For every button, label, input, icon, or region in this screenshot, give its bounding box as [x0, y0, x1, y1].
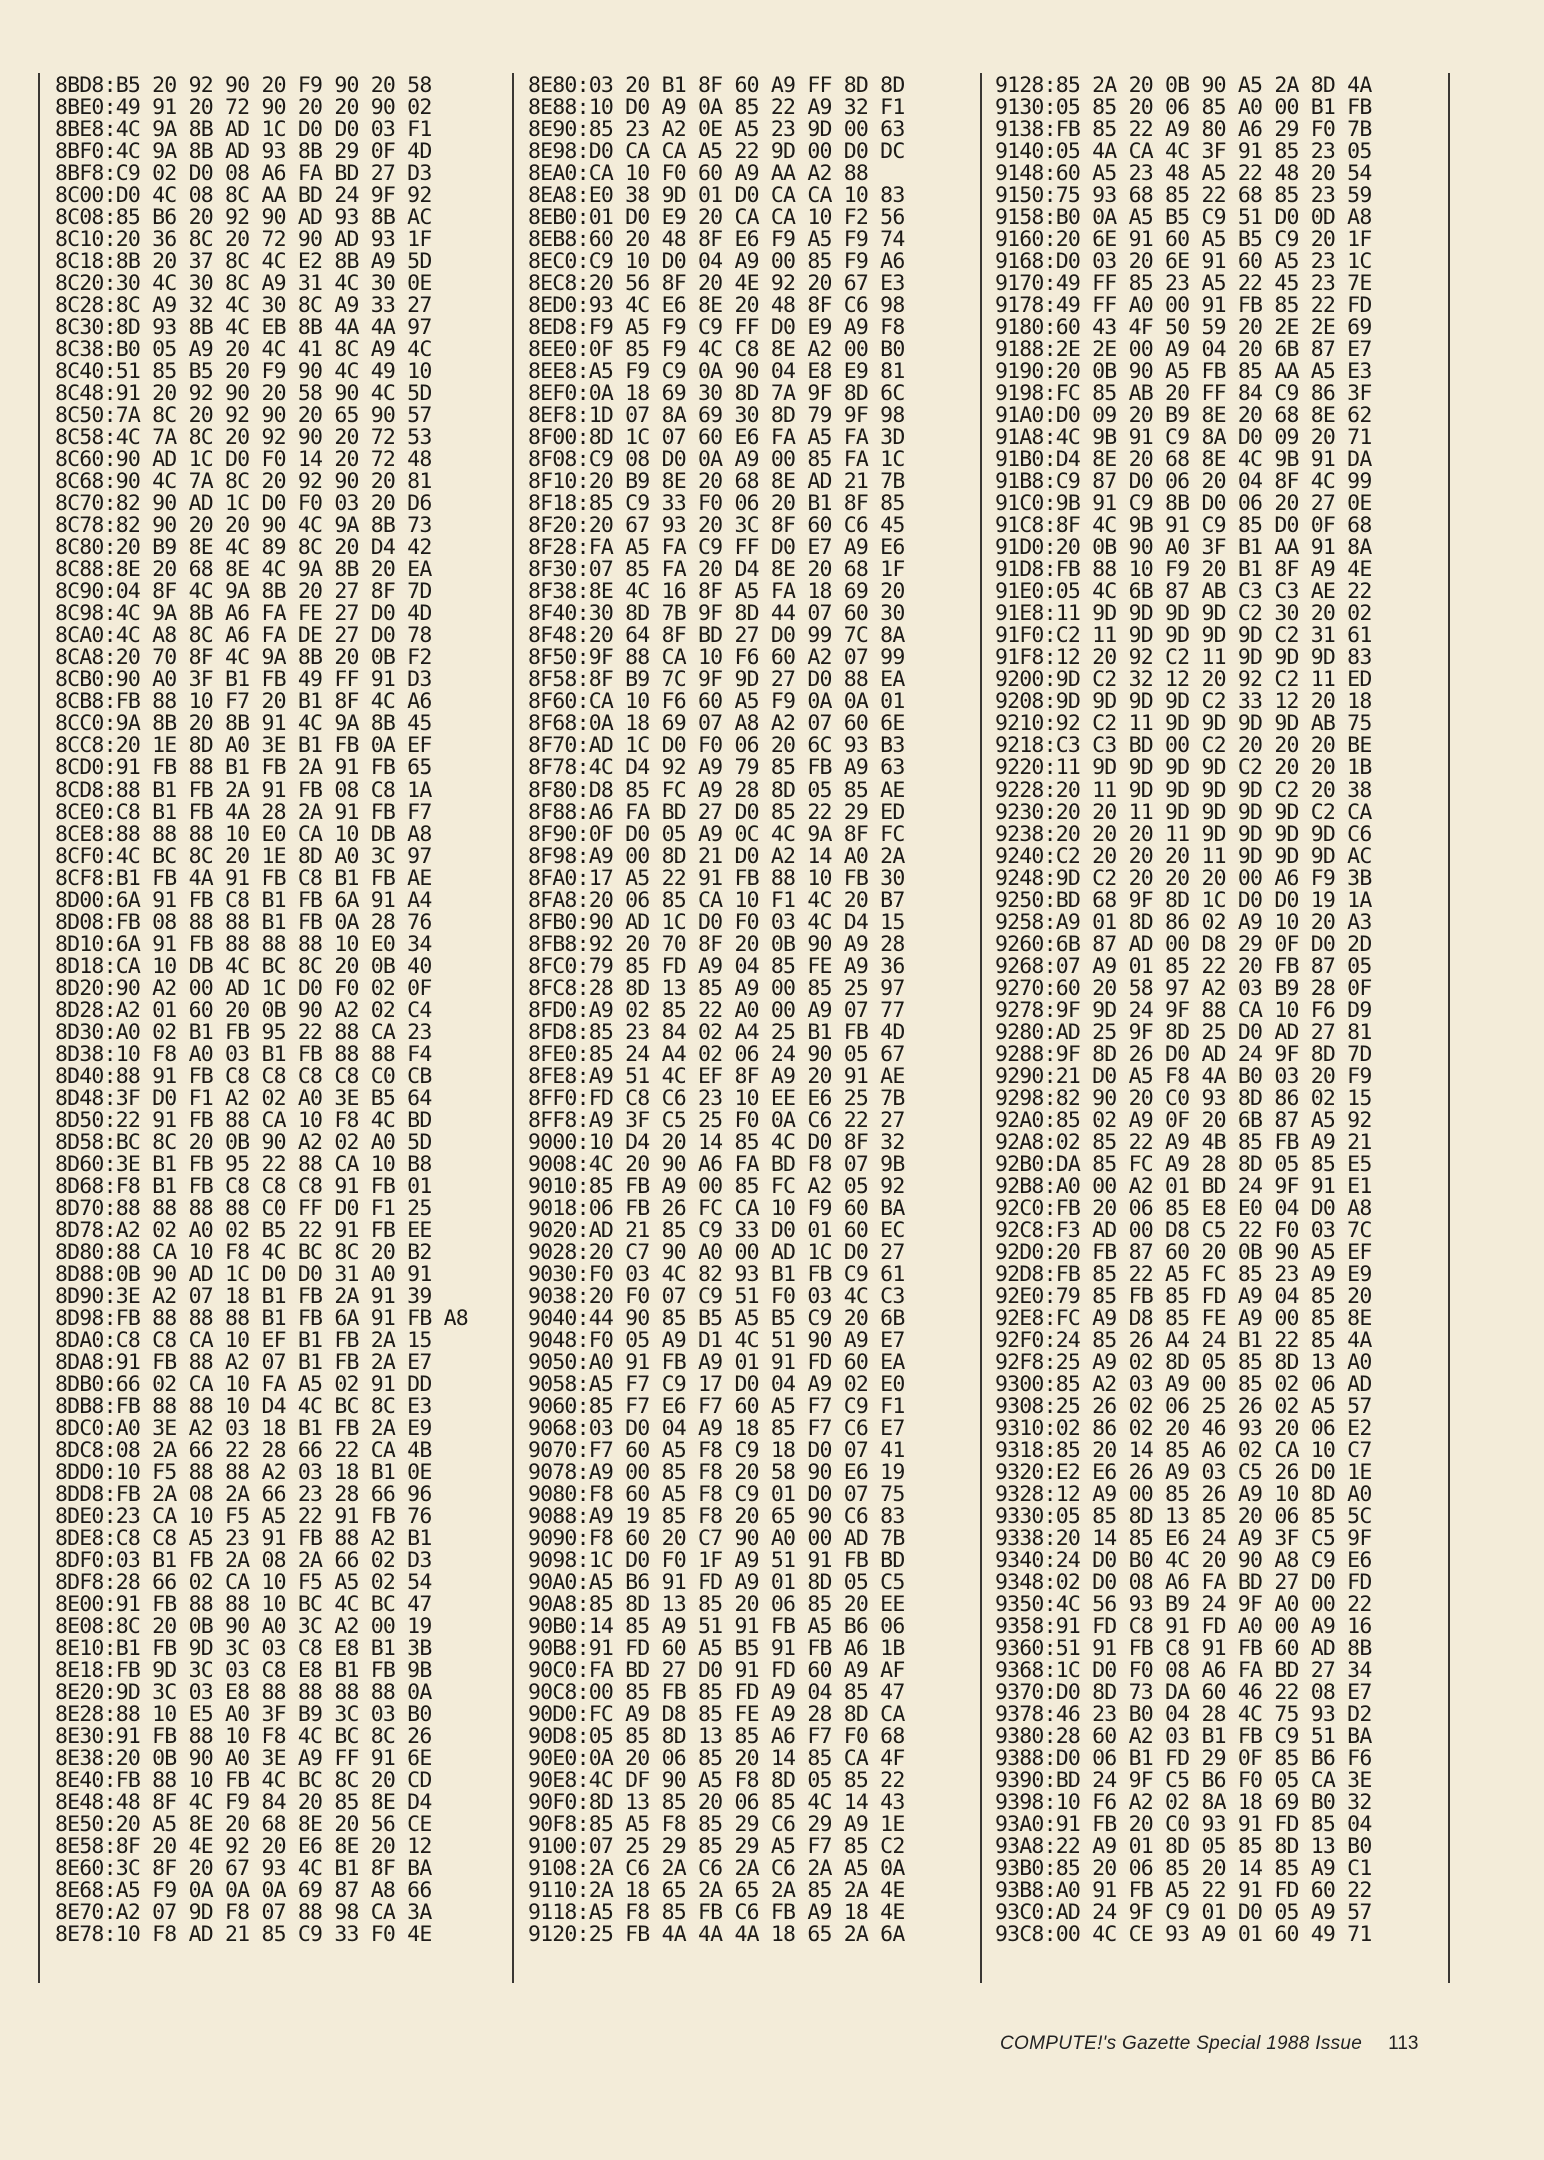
listing-line: 92F8:25 A9 02 8D 05 85 8D 13 A0: [995, 1349, 1372, 1375]
listing-line: 9148:60 A5 23 48 A5 22 48 20 54: [995, 161, 1372, 187]
listing-line: 8FE0:85 24 A4 02 06 24 90 05 67: [528, 1041, 905, 1067]
listing-line: 8E30:91 FB 88 10 F8 4C BC 8C 26: [55, 1724, 432, 1750]
listing-line: 9140:05 4A CA 4C 3F 91 85 23 05: [995, 139, 1372, 165]
listing-line: 8D70:88 88 88 88 C0 FF D0 F1 25: [55, 1195, 432, 1221]
column-divider-2: [980, 73, 982, 1983]
listing-line: 8FA8:20 06 85 CA 10 F1 4C 20 B7: [528, 887, 905, 913]
listing-line: 92B8:A0 00 A2 01 BD 24 9F 91 E1: [995, 1173, 1372, 1199]
listing-line: 9278:9F 9D 24 9F 88 CA 10 F6 D9: [995, 997, 1372, 1023]
listing-line: 8E60:3C 8F 20 67 93 4C B1 8F BA: [55, 1856, 432, 1882]
listing-line: 9280:AD 25 9F 8D 25 D0 AD 27 81: [995, 1019, 1372, 1045]
listing-line: 8BF8:C9 02 D0 08 A6 FA BD 27 D3: [55, 161, 432, 187]
listing-line: 93B8:A0 91 FB A5 22 91 FD 60 22: [995, 1878, 1372, 1904]
publication-title: COMPUTE!'s Gazette Special 1988 Issue: [1000, 2033, 1363, 2054]
listing-line: 9318:85 20 14 85 A6 02 CA 10 C7: [995, 1437, 1372, 1463]
listing-line: 9228:20 11 9D 9D 9D 9D C2 20 38: [995, 777, 1372, 803]
listing-line: 9078:A9 00 85 F8 20 58 90 E6 19: [528, 1459, 905, 1485]
listing-line: 8D40:88 91 FB C8 C8 C8 C8 C0 CB: [55, 1063, 432, 1089]
listing-line: 8D60:3E B1 FB 95 22 88 CA 10 B8: [55, 1151, 432, 1177]
listing-line: 90D0:FC A9 D8 85 FE A9 28 8D CA: [528, 1702, 905, 1728]
listing-line: 8BE0:49 91 20 72 90 20 20 90 02: [55, 95, 432, 121]
listing-line: 9240:C2 20 20 20 11 9D 9D 9D AC: [995, 843, 1372, 869]
listing-line: 8F88:A6 FA BD 27 D0 85 22 29 ED: [528, 799, 905, 825]
listing-line: 91E8:11 9D 9D 9D 9D C2 30 20 02: [995, 601, 1372, 627]
listing-line: 8F68:0A 18 69 07 A8 A2 07 60 6E: [528, 711, 905, 737]
listing-line: 8D80:88 CA 10 F8 4C BC 8C 20 B2: [55, 1239, 432, 1265]
listing-line: 8BD8:B5 20 92 90 20 F9 90 20 58: [55, 73, 432, 98]
listing-line: 92D0:20 FB 87 60 20 0B 90 A5 EF: [995, 1239, 1372, 1265]
listing-line: 92E0:79 85 FB 85 FD A9 04 85 20: [995, 1283, 1372, 1309]
listing-line: 8FA0:17 A5 22 91 FB 88 10 FB 30: [528, 865, 905, 891]
listing-line: 9060:85 F7 E6 F7 60 A5 F7 C9 F1: [528, 1393, 905, 1419]
listing-line: 93C0:AD 24 9F C9 01 D0 05 A9 57: [995, 1900, 1372, 1926]
listing-line: 92A0:85 02 A9 0F 20 6B 87 A5 92: [995, 1107, 1372, 1133]
listing-line: 9368:1C D0 F0 08 A6 FA BD 27 34: [995, 1658, 1372, 1684]
page-footer: [1000, 2033, 1418, 2055]
listing-line: 8FD8:85 23 84 02 A4 25 B1 FB 4D: [528, 1019, 905, 1045]
listing-line: 8DA0:C8 C8 CA 10 EF B1 FB 2A 15: [55, 1327, 432, 1353]
listing-line: 92B0:DA 85 FC A9 28 8D 05 85 E5: [995, 1151, 1372, 1177]
listing-line: 8D68:F8 B1 FB C8 C8 C8 91 FB 01: [55, 1173, 432, 1199]
listing-line: 91D0:20 0B 90 A0 3F B1 AA 91 8A: [995, 535, 1372, 561]
listing-line: 8CD8:88 B1 FB 2A 91 FB 08 C8 1A: [55, 777, 432, 803]
page-number: 113: [1388, 2033, 1419, 2054]
listing-line: 8CE8:88 88 88 10 E0 CA 10 DB A8: [55, 821, 432, 847]
listing-line: 9390:BD 24 9F C5 B6 F0 05 CA 3E: [995, 1768, 1372, 1794]
listing-line: 8C78:82 90 20 20 90 4C 9A 8B 73: [55, 513, 432, 539]
listing-line: 8E98:D0 CA CA A5 22 9D 00 D0 DC: [528, 139, 905, 165]
listing-line: 8C60:90 AD 1C D0 F0 14 20 72 48: [55, 447, 432, 473]
listing-line: 8E28:88 10 E5 A0 3F B9 3C 03 B0: [55, 1702, 432, 1728]
listing-line: 9020:AD 21 85 C9 33 D0 01 60 EC: [528, 1217, 905, 1243]
listing-line: 8CB8:FB 88 10 F7 20 B1 8F 4C A6: [55, 689, 432, 715]
listing-line: 8CF8:B1 FB 4A 91 FB C8 B1 FB AE: [55, 865, 432, 891]
listing-line: 9048:F0 05 A9 D1 4C 51 90 A9 E7: [528, 1327, 905, 1353]
listing-line: 9088:A9 19 85 F8 20 65 90 C6 83: [528, 1504, 905, 1530]
listing-line: 90D8:05 85 8D 13 85 A6 F7 F0 68: [528, 1724, 905, 1750]
listing-line: 9120:25 FB 4A 4A 4A 18 65 2A 6A: [528, 1922, 905, 1948]
listing-line: 8F98:A9 00 8D 21 D0 A2 14 A0 2A: [528, 843, 905, 869]
listing-line: 93B0:85 20 06 85 20 14 85 A9 C1: [995, 1856, 1372, 1882]
listing-line: 9340:24 D0 B0 4C 20 90 A8 C9 E6: [995, 1548, 1372, 1574]
listing-line: 8D98:FB 88 88 88 B1 FB 6A 91 FB A8: [55, 1305, 468, 1331]
listing-line: 8FB0:90 AD 1C D0 F0 03 4C D4 15: [528, 909, 905, 935]
listing-line: 9320:E2 E6 26 A9 03 C5 26 D0 1E: [995, 1459, 1372, 1485]
listing-line: 8F48:20 64 8F BD 27 D0 99 7C 8A: [528, 623, 905, 649]
listing-line: 8F20:20 67 93 20 3C 8F 60 C6 45: [528, 513, 905, 539]
listing-line: 8DD0:10 F5 88 88 A2 03 18 B1 0E: [55, 1459, 432, 1485]
listing-line: 8DC0:A0 3E A2 03 18 B1 FB 2A E9: [55, 1415, 432, 1441]
listing-line: 8E70:A2 07 9D F8 07 88 98 CA 3A: [55, 1900, 432, 1926]
listing-line: 90A8:85 8D 13 85 20 06 85 20 EE: [528, 1592, 905, 1618]
listing-line: 91C8:8F 4C 9B 91 C9 85 D0 0F 68: [995, 513, 1372, 539]
listing-line: 8E50:20 A5 8E 20 68 8E 20 56 CE: [55, 1812, 432, 1838]
listing-line: 8D90:3E A2 07 18 B1 FB 2A 91 39: [55, 1283, 432, 1309]
listing-line: 8D10:6A 91 FB 88 88 88 10 E0 34: [55, 931, 432, 957]
listing-line: 91C0:9B 91 C9 8B D0 06 20 27 0E: [995, 491, 1372, 517]
listing-line: 93C8:00 4C CE 93 A9 01 60 49 71: [995, 1922, 1372, 1948]
listing-line: 9238:20 20 20 11 9D 9D 9D 9D C6: [995, 821, 1372, 847]
listing-line: 8BF0:4C 9A 8B AD 93 8B 29 0F 4D: [55, 139, 432, 165]
listing-line: 8F60:CA 10 F6 60 A5 F9 0A 0A 01: [528, 689, 905, 715]
listing-line: 9050:A0 91 FB A9 01 91 FD 60 EA: [528, 1349, 905, 1375]
listing-line: 8E20:9D 3C 03 E8 88 88 88 88 0A: [55, 1680, 432, 1706]
listing-line: 9168:D0 03 20 6E 91 60 A5 23 1C: [995, 249, 1372, 275]
listing-line: 8D20:90 A2 00 AD 1C D0 F0 02 0F: [55, 975, 432, 1001]
listing-line: 8CA8:20 70 8F 4C 9A 8B 20 0B F2: [55, 645, 432, 671]
listing-line: 91B8:C9 87 D0 06 20 04 8F 4C 99: [995, 469, 1372, 495]
listing-line: 8D18:CA 10 DB 4C BC 8C 20 0B 40: [55, 953, 432, 979]
listing-line: 8F90:0F D0 05 A9 0C 4C 9A 8F FC: [528, 821, 905, 847]
listing-line: 9218:C3 C3 BD 00 C2 20 20 20 BE: [995, 733, 1372, 759]
listing-line: 90B8:91 FD 60 A5 B5 91 FB A6 1B: [528, 1636, 905, 1662]
listing-line: 8FE8:A9 51 4C EF 8F A9 20 91 AE: [528, 1063, 905, 1089]
listing-line: 9150:75 93 68 85 22 68 85 23 59: [995, 183, 1372, 209]
listing-line: 9000:10 D4 20 14 85 4C D0 8F 32: [528, 1129, 905, 1155]
listing-line: 8F00:8D 1C 07 60 E6 FA A5 FA 3D: [528, 425, 905, 451]
listing-line: 8DD8:FB 2A 08 2A 66 23 28 66 96: [55, 1482, 432, 1507]
listing-line: 8C30:8D 93 8B 4C EB 8B 4A 4A 97: [55, 315, 432, 341]
listing-line: 8E38:20 0B 90 A0 3E A9 FF 91 6E: [55, 1746, 432, 1772]
listing-line: 8C10:20 36 8C 20 72 90 AD 93 1F: [55, 227, 432, 253]
listing-line: 8DF8:28 66 02 CA 10 F5 A5 02 54: [55, 1570, 432, 1596]
listing-line: 8C90:04 8F 4C 9A 8B 20 27 8F 7D: [55, 579, 432, 605]
listing-line: 8D08:FB 08 88 88 B1 FB 0A 28 76: [55, 909, 432, 935]
listing-line: 8F40:30 8D 7B 9F 8D 44 07 60 30: [528, 601, 905, 627]
listing-line: 8CD0:91 FB 88 B1 FB 2A 91 FB 65: [55, 755, 432, 781]
listing-line: 8C18:8B 20 37 8C 4C E2 8B A9 5D: [55, 249, 432, 275]
listing-line: 8FF8:A9 3F C5 25 F0 0A C6 22 27: [528, 1107, 905, 1133]
listing-line: 8E00:91 FB 88 88 10 BC 4C BC 47: [55, 1592, 432, 1618]
listing-line: 9380:28 60 A2 03 B1 FB C9 51 BA: [995, 1724, 1372, 1750]
listing-line: 8D78:A2 02 A0 02 B5 22 91 FB EE: [55, 1217, 432, 1243]
listing-line: 90A0:A5 B6 91 FD A9 01 8D 05 C5: [528, 1570, 905, 1596]
listing-line: 8C38:B0 05 A9 20 4C 41 8C A9 4C: [55, 337, 432, 363]
listing-line: 90E8:4C DF 90 A5 F8 8D 05 85 22: [528, 1768, 905, 1794]
listing-line: 9208:9D 9D 9D 9D C2 33 12 20 18: [995, 689, 1372, 715]
listing-line: 8F50:9F 88 CA 10 F6 60 A2 07 99: [528, 645, 905, 671]
listing-line: 9370:D0 8D 73 DA 60 46 22 08 E7: [995, 1680, 1372, 1706]
listing-line: 9160:20 6E 91 60 A5 B5 C9 20 1F: [995, 227, 1372, 253]
listing-line: 9118:A5 F8 85 FB C6 FB A9 18 4E: [528, 1900, 905, 1926]
listing-line: 9170:49 FF 85 23 A5 22 45 23 7E: [995, 271, 1372, 297]
listing-line: 8EA0:CA 10 F0 60 A9 AA A2 88: [528, 161, 869, 187]
listing-line: 9360:51 91 FB C8 91 FB 60 AD 8B: [995, 1636, 1372, 1662]
listing-line: 92C8:F3 AD 00 D8 C5 22 F0 03 7C: [995, 1217, 1372, 1243]
listing-line: 9350:4C 56 93 B9 24 9F A0 00 22: [995, 1592, 1372, 1618]
listing-line: 9388:D0 06 B1 FD 29 0F 85 B6 F6: [995, 1746, 1372, 1772]
listing-line: 9310:02 86 02 20 46 93 20 06 E2: [995, 1415, 1372, 1441]
listing-line: 8C70:82 90 AD 1C D0 F0 03 20 D6: [55, 491, 432, 517]
listing-line: 8CF0:4C BC 8C 20 1E 8D A0 3C 97: [55, 843, 432, 869]
listing-line: 8DE0:23 CA 10 F5 A5 22 91 FB 76: [55, 1504, 432, 1530]
listing-line: 9308:25 26 02 06 25 26 02 A5 57: [995, 1393, 1372, 1419]
listing-line: 9110:2A 18 65 2A 65 2A 85 2A 4E: [528, 1878, 905, 1904]
listing-line: 8F18:85 C9 33 F0 06 20 B1 8F 85: [528, 491, 905, 517]
listing-line: 92A8:02 85 22 A9 4B 85 FB A9 21: [995, 1129, 1372, 1155]
listing-line: 8D30:A0 02 B1 FB 95 22 88 CA 23: [55, 1019, 432, 1045]
listing-line: 90C0:FA BD 27 D0 91 FD 60 A9 AF: [528, 1658, 905, 1684]
listing-column-3: [995, 75, 1371, 1946]
listing-line: 8C00:D0 4C 08 8C AA BD 24 9F 92: [55, 183, 432, 209]
listing-line: 93A0:91 FB 20 C0 93 91 FD 85 04: [995, 1812, 1372, 1838]
listing-line: 8CB0:90 A0 3F B1 FB 49 FF 91 D3: [55, 667, 432, 693]
listing-line: 91F0:C2 11 9D 9D 9D 9D C2 31 61: [995, 623, 1372, 649]
listing-line: 91B0:D4 8E 20 68 8E 4C 9B 91 DA: [995, 447, 1372, 473]
listing-line: 9108:2A C6 2A C6 2A C6 2A A5 0A: [528, 1856, 905, 1882]
listing-line: 91D8:FB 88 10 F9 20 B1 8F A9 4E: [995, 557, 1372, 583]
listing-line: 9300:85 A2 03 A9 00 85 02 06 AD: [995, 1371, 1372, 1397]
listing-line: 8DF0:03 B1 FB 2A 08 2A 66 02 D3: [55, 1548, 432, 1574]
listing-line: 9028:20 C7 90 A0 00 AD 1C D0 27: [528, 1239, 905, 1265]
listing-line: 9128:85 2A 20 0B 90 A5 2A 8D 4A: [995, 73, 1372, 98]
listing-line: 8F38:8E 4C 16 8F A5 FA 18 69 20: [528, 579, 905, 605]
listing-line: 9348:02 D0 08 A6 FA BD 27 D0 FD: [995, 1570, 1372, 1596]
listing-line: 8D50:22 91 FB 88 CA 10 F8 4C BD: [55, 1107, 432, 1133]
listing-line: 8E40:FB 88 10 FB 4C BC 8C 20 CD: [55, 1768, 432, 1794]
listing-line: 8F30:07 85 FA 20 D4 8E 20 68 1F: [528, 557, 905, 583]
listing-line: 8EC8:20 56 8F 20 4E 92 20 67 E3: [528, 271, 905, 297]
listing-line: 8F80:D8 85 FC A9 28 8D 05 85 AE: [528, 777, 905, 803]
listing-line: 9098:1C D0 F0 1F A9 51 91 FB BD: [528, 1548, 905, 1574]
listing-line: 90E0:0A 20 06 85 20 14 85 CA 4F: [528, 1746, 905, 1772]
listing-line: 8F70:AD 1C D0 F0 06 20 6C 93 B3: [528, 733, 905, 759]
listing-line: 8CC8:20 1E 8D A0 3E B1 FB 0A EF: [55, 733, 432, 759]
left-margin-rule: [38, 73, 40, 1983]
listing-line: 8DC8:08 2A 66 22 28 66 22 CA 4B: [55, 1437, 432, 1463]
listing-line: 8FD0:A9 02 85 22 A0 00 A9 07 77: [528, 997, 905, 1023]
listing-line: 8D88:0B 90 AD 1C D0 D0 31 A0 91: [55, 1261, 432, 1287]
listing-line: 9210:92 C2 11 9D 9D 9D 9D AB 75: [995, 711, 1372, 737]
listing-line: 8F58:8F B9 7C 9F 9D 27 D0 88 EA: [528, 667, 905, 693]
listing-line: 91A0:D0 09 20 B9 8E 20 68 8E 62: [995, 403, 1372, 429]
listing-line: 8E10:B1 FB 9D 3C 03 C8 E8 B1 3B: [55, 1636, 432, 1662]
listing-line: 8C48:91 20 92 90 20 58 90 4C 5D: [55, 381, 432, 407]
listing-line: 8FB8:92 20 70 8F 20 0B 90 A9 28: [528, 931, 905, 957]
listing-line: 9328:12 A9 00 85 26 A9 10 8D A0: [995, 1482, 1372, 1507]
listing-line: 9260:6B 87 AD 00 D8 29 0F D0 2D: [995, 931, 1372, 957]
listing-line: 8CA0:4C A8 8C A6 FA DE 27 D0 78: [55, 623, 432, 649]
listing-line: 9330:05 85 8D 13 85 20 06 85 5C: [995, 1504, 1372, 1530]
listing-line: 8D58:BC 8C 20 0B 90 A2 02 A0 5D: [55, 1129, 432, 1155]
listing-line: 9230:20 20 11 9D 9D 9D 9D C2 CA: [995, 799, 1372, 825]
listing-line: 8F08:C9 08 D0 0A A9 00 85 FA 1C: [528, 447, 905, 473]
listing-line: 91A8:4C 9B 91 C9 8A D0 09 20 71: [995, 425, 1372, 451]
listing-line: 9090:F8 60 20 C7 90 A0 00 AD 7B: [528, 1526, 905, 1552]
listing-line: 9010:85 FB A9 00 85 FC A2 05 92: [528, 1173, 905, 1199]
listing-line: 9258:A9 01 8D 86 02 A9 10 20 A3: [995, 909, 1372, 935]
listing-line: 8C40:51 85 B5 20 F9 90 4C 49 10: [55, 359, 432, 385]
listing-line: 91E0:05 4C 6B 87 AB C3 C3 AE 22: [995, 579, 1372, 605]
listing-line: 9030:F0 03 4C 82 93 B1 FB C9 61: [528, 1261, 905, 1287]
listing-line: 8CE0:C8 B1 FB 4A 28 2A 91 FB F7: [55, 799, 432, 825]
listing-line: 8DB8:FB 88 88 10 D4 4C BC 8C E3: [55, 1393, 432, 1419]
listing-line: 8DE8:C8 C8 A5 23 91 FB 88 A2 B1: [55, 1526, 432, 1552]
listing-line: 8EF0:0A 18 69 30 8D 7A 9F 8D 6C: [528, 381, 905, 407]
listing-line: 9040:44 90 85 B5 A5 B5 C9 20 6B: [528, 1305, 905, 1331]
listing-line: 9378:46 23 B0 04 28 4C 75 93 D2: [995, 1702, 1372, 1728]
listing-line: 8F10:20 B9 8E 20 68 8E AD 21 7B: [528, 469, 905, 495]
listing-line: 8EB0:01 D0 E9 20 CA CA 10 F2 56: [528, 205, 905, 231]
listing-line: 9058:A5 F7 C9 17 D0 04 A9 02 E0: [528, 1371, 905, 1397]
listing-line: 8EE0:0F 85 F9 4C C8 8E A2 00 B0: [528, 337, 905, 363]
listing-line: 91F8:12 20 92 C2 11 9D 9D 9D 83: [995, 645, 1372, 671]
listing-line: 9288:9F 8D 26 D0 AD 24 9F 8D 7D: [995, 1041, 1372, 1067]
listing-line: 8D00:6A 91 FB C8 B1 FB 6A 91 A4: [55, 887, 432, 913]
listing-line: 9070:F7 60 A5 F8 C9 18 D0 07 41: [528, 1437, 905, 1463]
listing-line: 92E8:FC A9 D8 85 FE A9 00 85 8E: [995, 1305, 1372, 1331]
listing-line: 8E68:A5 F9 0A 0A 0A 69 87 A8 66: [55, 1878, 432, 1904]
listing-line: 90C8:00 85 FB 85 FD A9 04 85 47: [528, 1680, 905, 1706]
listing-line: 9338:20 14 85 E6 24 A9 3F C5 9F: [995, 1526, 1372, 1552]
listing-line: 8FF0:FD C8 C6 23 10 EE E6 25 7B: [528, 1085, 905, 1111]
listing-line: 9138:FB 85 22 A9 80 A6 29 F0 7B: [995, 117, 1372, 143]
listing-line: 9178:49 FF A0 00 91 FB 85 22 FD: [995, 293, 1372, 319]
listing-line: 8C08:85 B6 20 92 90 AD 93 8B AC: [55, 205, 432, 231]
listing-line: 9158:B0 0A A5 B5 C9 51 D0 0D A8: [995, 205, 1372, 231]
listing-column-1: [55, 75, 468, 1946]
listing-line: 9358:91 FD C8 91 FD A0 00 A9 16: [995, 1614, 1372, 1640]
listing-line: 9200:9D C2 32 12 20 92 C2 11 ED: [995, 667, 1372, 693]
listing-line: 9250:BD 68 9F 8D 1C D0 D0 19 1A: [995, 887, 1372, 913]
listing-line: 9190:20 0B 90 A5 FB 85 AA A5 E3: [995, 359, 1372, 385]
listing-line: 8E80:03 20 B1 8F 60 A9 FF 8D 8D: [528, 73, 905, 98]
listing-line: 8E90:85 23 A2 0E A5 23 9D 00 63: [528, 117, 905, 143]
listing-line: 90F8:85 A5 F8 85 29 C6 29 A9 1E: [528, 1812, 905, 1838]
listing-line: 90F0:8D 13 85 20 06 85 4C 14 43: [528, 1790, 905, 1816]
listing-line: 92F0:24 85 26 A4 24 B1 22 85 4A: [995, 1327, 1372, 1353]
listing-line: 8F28:FA A5 FA C9 FF D0 E7 A9 E6: [528, 535, 905, 561]
listing-line: 9248:9D C2 20 20 20 00 A6 F9 3B: [995, 865, 1372, 891]
listing-line: 8C20:30 4C 30 8C A9 31 4C 30 0E: [55, 271, 432, 297]
listing-line: 9270:60 20 58 97 A2 03 B9 28 0F: [995, 975, 1372, 1001]
listing-line: 8FC8:28 8D 13 85 A9 00 85 25 97: [528, 975, 905, 1001]
listing-line: 8DA8:91 FB 88 A2 07 B1 FB 2A E7: [55, 1349, 432, 1375]
listing-line: 9180:60 43 4F 50 59 20 2E 2E 69: [995, 315, 1372, 341]
listing-column-2: [528, 75, 904, 1946]
listing-line: 8C88:8E 20 68 8E 4C 9A 8B 20 EA: [55, 557, 432, 583]
listing-line: 9298:82 90 20 C0 93 8D 86 02 15: [995, 1085, 1372, 1111]
listing-line: 8EA8:E0 38 9D 01 D0 CA CA 10 83: [528, 183, 905, 209]
listing-line: 8E08:8C 20 0B 90 A0 3C A2 00 19: [55, 1614, 432, 1640]
listing-line: 8E78:10 F8 AD 21 85 C9 33 F0 4E: [55, 1922, 432, 1948]
listing-line: 8BE8:4C 9A 8B AD 1C D0 D0 03 F1: [55, 117, 432, 143]
listing-line: 8E58:8F 20 4E 92 20 E6 8E 20 12: [55, 1834, 432, 1860]
listing-line: 8ED8:F9 A5 F9 C9 FF D0 E9 A9 F8: [528, 315, 905, 341]
listing-line: 8DB0:66 02 CA 10 FA A5 02 91 DD: [55, 1371, 432, 1397]
listing-line: 9080:F8 60 A5 F8 C9 01 D0 07 75: [528, 1482, 905, 1507]
listing-line: 8EE8:A5 F9 C9 0A 90 04 E8 E9 81: [528, 359, 905, 385]
listing-line: 9188:2E 2E 00 A9 04 20 6B 87 E7: [995, 337, 1372, 363]
listing-line: 8ED0:93 4C E6 8E 20 48 8F C6 98: [528, 293, 905, 319]
listing-line: 8CC0:9A 8B 20 8B 91 4C 9A 8B 45: [55, 711, 432, 737]
listing-line: 8C58:4C 7A 8C 20 92 90 20 72 53: [55, 425, 432, 451]
listing-line: 8F78:4C D4 92 A9 79 85 FB A9 63: [528, 755, 905, 781]
listing-line: 92C0:FB 20 06 85 E8 E0 04 D0 A8: [995, 1195, 1372, 1221]
listing-line: 9198:FC 85 AB 20 FF 84 C9 86 3F: [995, 381, 1372, 407]
listing-line: 9268:07 A9 01 85 22 20 FB 87 05: [995, 953, 1372, 979]
listing-line: 8D28:A2 01 60 20 0B 90 A2 02 C4: [55, 997, 432, 1023]
listing-line: 9398:10 F6 A2 02 8A 18 69 B0 32: [995, 1790, 1372, 1816]
listing-line: 9038:20 F0 07 C9 51 F0 03 4C C3: [528, 1283, 905, 1309]
listing-line: 8EB8:60 20 48 8F E6 F9 A5 F9 74: [528, 227, 905, 253]
listing-line: 9290:21 D0 A5 F8 4A B0 03 20 F9: [995, 1063, 1372, 1089]
listing-line: 8E18:FB 9D 3C 03 C8 E8 B1 FB 9B: [55, 1658, 432, 1684]
right-margin-rule: [1448, 73, 1450, 1983]
listing-line: 8C80:20 B9 8E 4C 89 8C 20 D4 42: [55, 535, 432, 561]
listing-line: 8D38:10 F8 A0 03 B1 FB 88 88 F4: [55, 1041, 432, 1067]
listing-line: 9008:4C 20 90 A6 FA BD F8 07 9B: [528, 1151, 905, 1177]
listing-line: 9220:11 9D 9D 9D 9D C2 20 20 1B: [995, 755, 1372, 781]
listing-line: 8D48:3F D0 F1 A2 02 A0 3E B5 64: [55, 1085, 432, 1111]
listing-line: 8E88:10 D0 A9 0A 85 22 A9 32 F1: [528, 95, 905, 121]
listing-line: 9068:03 D0 04 A9 18 85 F7 C6 E7: [528, 1415, 905, 1441]
listing-line: 90B0:14 85 A9 51 91 FB A5 B6 06: [528, 1614, 905, 1640]
column-divider-1: [512, 73, 514, 1983]
listing-line: 9100:07 25 29 85 29 A5 F7 85 C2: [528, 1834, 905, 1860]
listing-line: 8C28:8C A9 32 4C 30 8C A9 33 27: [55, 293, 432, 319]
listing-line: 8E48:48 8F 4C F9 84 20 85 8E D4: [55, 1790, 432, 1816]
listing-line: 9130:05 85 20 06 85 A0 00 B1 FB: [995, 95, 1372, 121]
listing-line: 8EF8:1D 07 8A 69 30 8D 79 9F 98: [528, 403, 905, 429]
listing-line: 9018:06 FB 26 FC CA 10 F9 60 BA: [528, 1195, 905, 1221]
listing-line: 92D8:FB 85 22 A5 FC 85 23 A9 E9: [995, 1261, 1372, 1287]
listing-line: 8FC0:79 85 FD A9 04 85 FE A9 36: [528, 953, 905, 979]
listing-line: 8C50:7A 8C 20 92 90 20 65 90 57: [55, 403, 432, 429]
listing-line: 93A8:22 A9 01 8D 05 85 8D 13 B0: [995, 1834, 1372, 1860]
listing-line: 8C98:4C 9A 8B A6 FA FE 27 D0 4D: [55, 601, 432, 627]
listing-line: 8EC0:C9 10 D0 04 A9 00 85 F9 A6: [528, 249, 905, 275]
listing-line: 8C68:90 4C 7A 8C 20 92 90 20 81: [55, 469, 432, 495]
